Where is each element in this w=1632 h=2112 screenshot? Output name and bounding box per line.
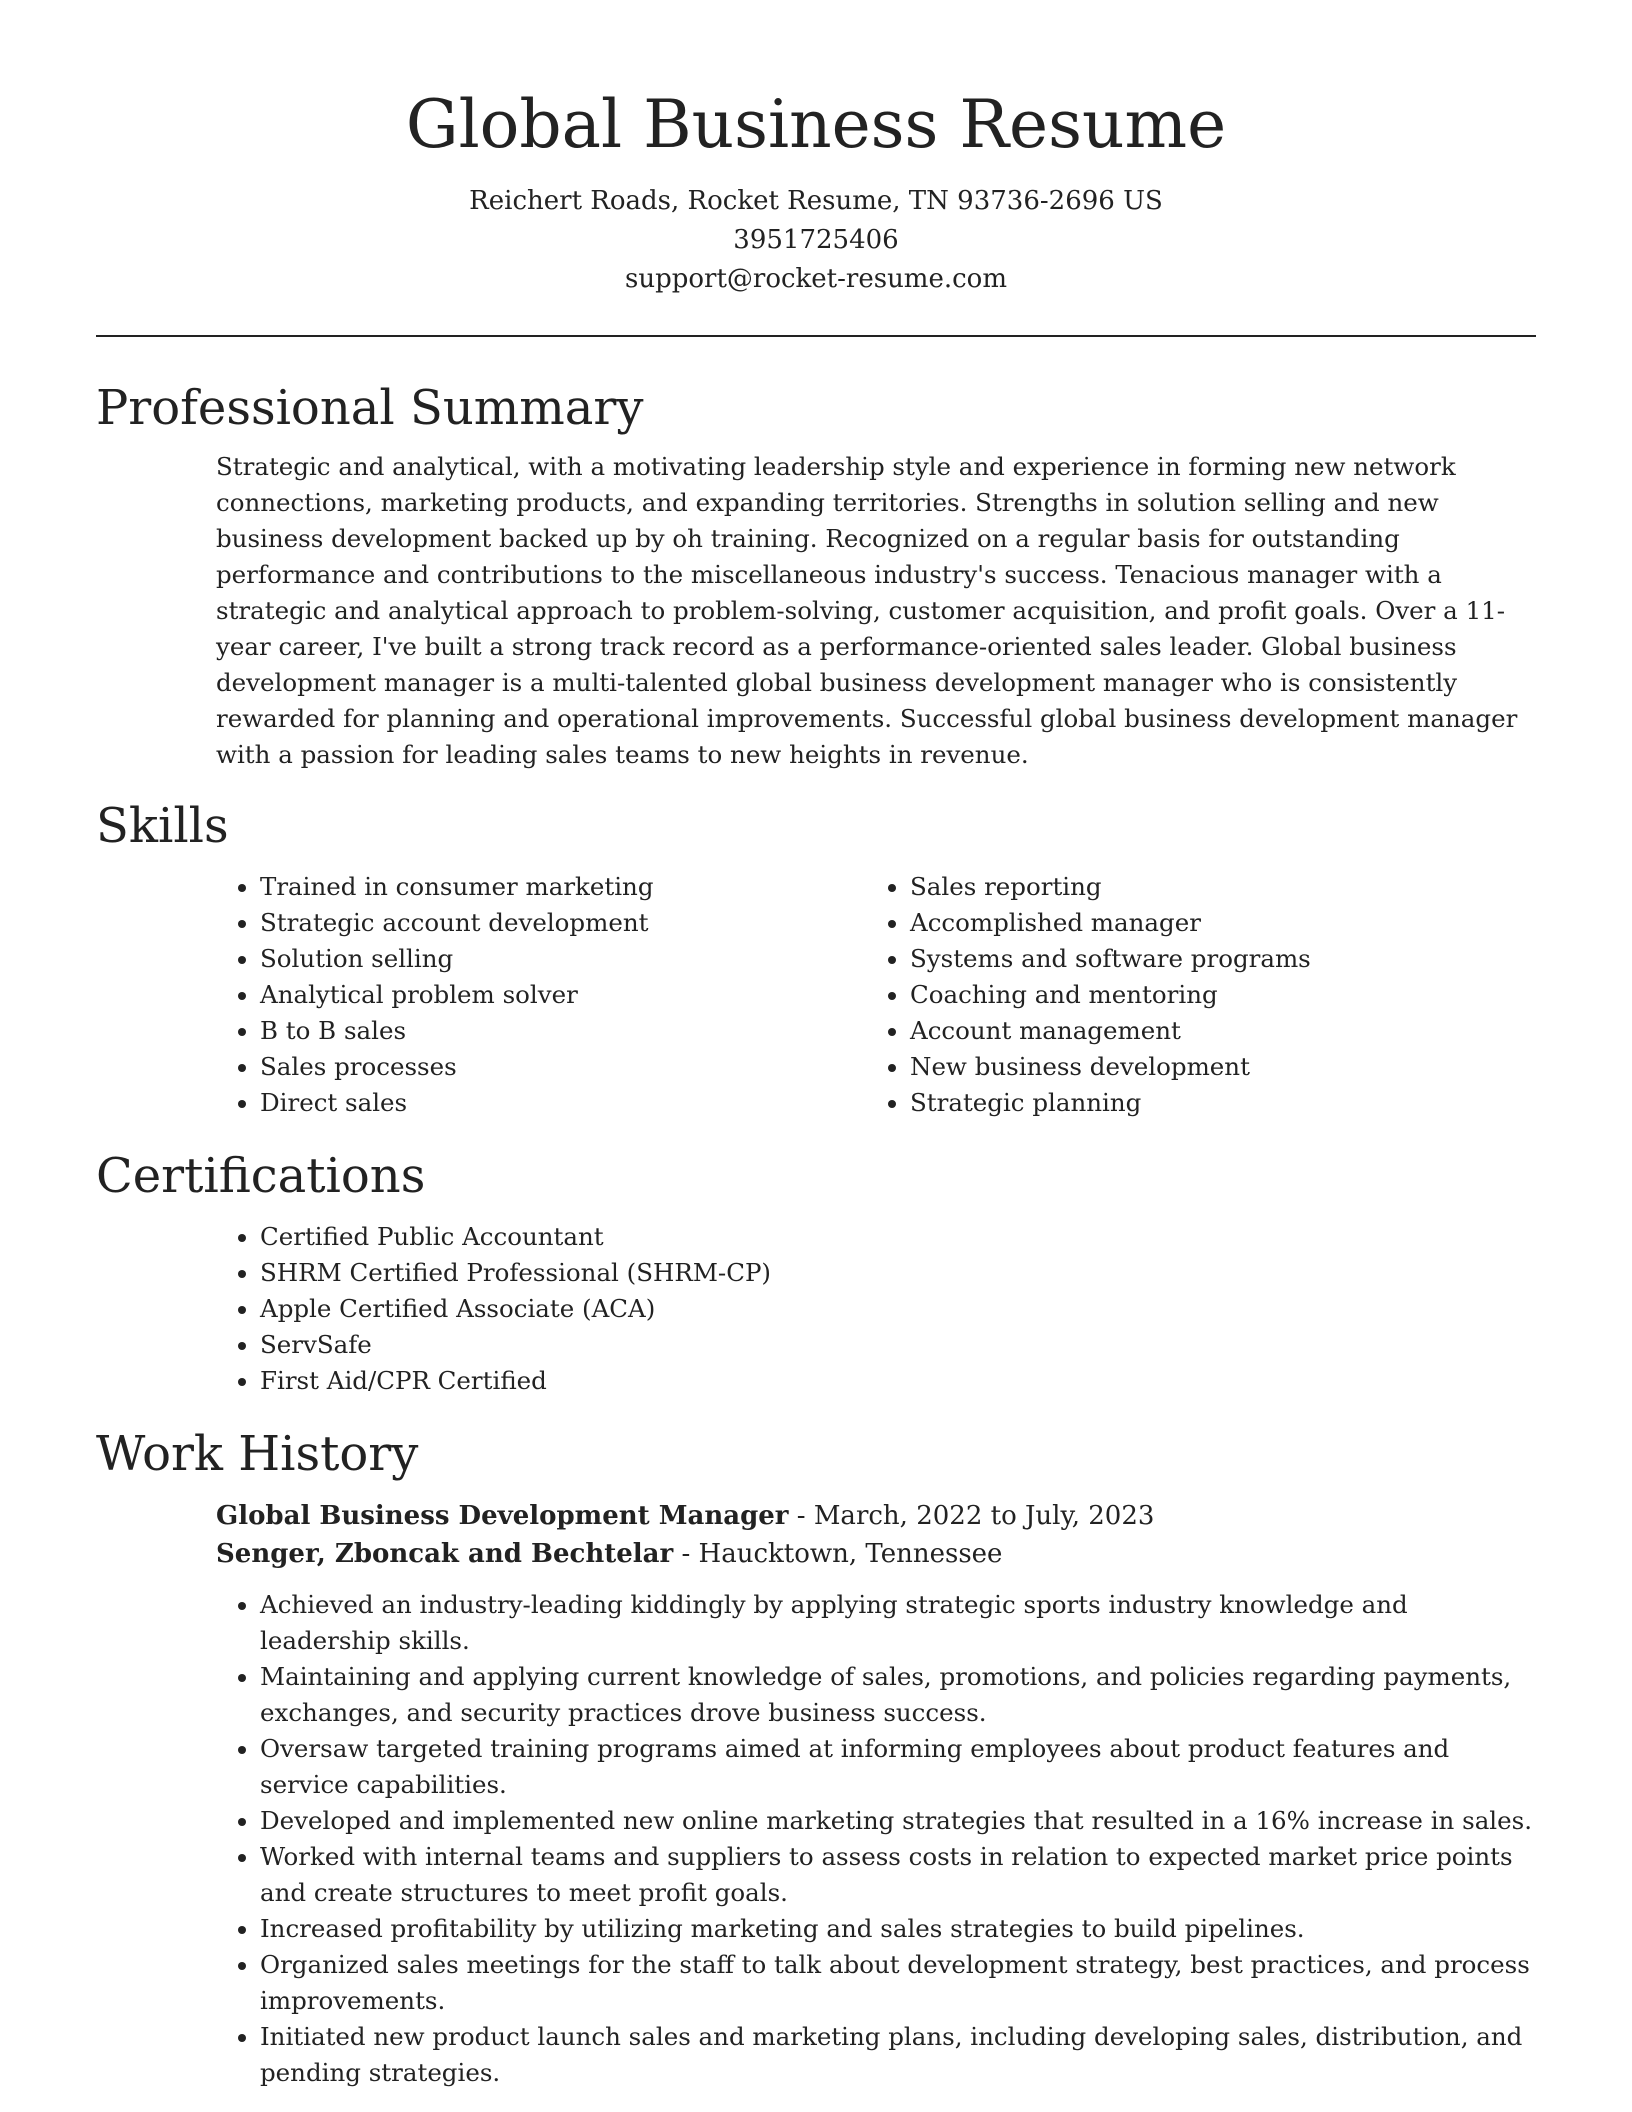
resume-header [96, 0, 1536, 299]
certifications-list-wrapper [216, 1219, 1536, 1399]
list-item: • Systems and software programs [910, 941, 1516, 977]
list-item: • ServSafe [260, 1327, 1536, 1363]
list-item: • New business development [910, 1049, 1516, 1085]
list-item: • Sales reporting [910, 869, 1516, 905]
job-company: Senger, Zboncak and Bechtelar [216, 1539, 674, 1569]
job-location: - Haucktown, Tennessee [673, 1539, 1003, 1569]
job-bullets-wrapper [216, 1587, 1536, 2091]
list-item: • Solution selling [260, 941, 866, 977]
job-header [216, 1497, 1536, 1573]
contact-block [96, 182, 1536, 299]
summary-text: Strategic and analytical, with a motivating leadership style and experience in forming new network connections, marketing products, and expanding territories. Strengths in solution selling and new business development backed up by oh training. Recognized on a regular basis for outstanding performance and contributions to the miscellaneous industry's success. Tenacious manager with a strategic and analytical approach to problem-solving, customer acquisition, and profit goals. Over a 11-year career, I've built a strong track record as a performance-oriented sales leader. Global business development manager is a multi-talented global business development manager who is consistently rewarded for planning and operational improvements. Successful global business development manager with a passion for leading sales teams to new heights in revenue. [216, 452, 1518, 769]
list-item: • Organized sales meetings for the staff to talk about development strategy, best practices, and process improvements. [260, 1947, 1536, 2019]
skills-list-left [216, 869, 866, 1121]
skills-section [96, 795, 1536, 1121]
resume-name: Global Business Resume [405, 86, 1227, 163]
summary-section [96, 377, 1536, 773]
skills-heading: Skills [96, 798, 229, 854]
email: support@rocket-resume.com [624, 264, 1007, 294]
job-dates: - March, 2022 to July, 2023 [788, 1501, 1155, 1531]
list-item: • Account management [910, 1013, 1516, 1049]
skills-grid [216, 869, 1536, 1121]
list-item: • Sales processes [260, 1049, 866, 1085]
list-item: • Apple Certified Associate (ACA) [260, 1291, 1536, 1327]
list-item: • First Aid/CPR Certified [260, 1363, 1536, 1399]
skills-list-right [866, 869, 1516, 1121]
work-history-heading: Work History [96, 1426, 419, 1482]
list-item: • Strategic planning [910, 1085, 1516, 1121]
list-item: • Trained in consumer marketing [260, 869, 866, 905]
list-item: • Certified Public Accountant [260, 1219, 1536, 1255]
job-title-line [216, 1497, 1536, 1535]
list-item: • Analytical problem solver [260, 977, 866, 1013]
list-item: • Achieved an industry-leading kiddingly by applying strategic sports industry knowledge and leadership skills. [260, 1587, 1536, 1659]
list-item: • Accomplished manager [910, 905, 1516, 941]
certifications-list [216, 1219, 1536, 1399]
job-bullets [216, 1587, 1536, 2091]
list-item: • Increased profitability by utilizing marketing and sales strategies to build pipelines. [260, 1911, 1536, 1947]
skills-column-left [216, 869, 866, 1121]
list-item: • Oversaw targeted training programs aimed at informing employees about product features and service capabilities. [260, 1731, 1536, 1803]
work-history-section [96, 1423, 1536, 2091]
job-position: Global Business Development Manager [216, 1501, 789, 1531]
certifications-heading: Certifications [96, 1148, 426, 1204]
list-item: • Developed and implemented new online marketing strategies that resulted in a 16% increase in sales. [260, 1803, 1536, 1839]
summary-heading: Professional Summary [96, 380, 644, 436]
resume-page [96, 0, 1536, 2112]
phone: 3951725406 [733, 225, 899, 255]
list-item: • Maintaining and applying current knowledge of sales, promotions, and policies regarding payments, exchanges, and security practices drove business success. [260, 1659, 1536, 1731]
list-item: • Initiated new product launch sales and marketing plans, including developing sales, distribution, and pending strategies. [260, 2019, 1536, 2091]
address: Reichert Roads, Rocket Resume, TN 93736-2696 US [469, 186, 1163, 216]
list-item: • SHRM Certified Professional (SHRM-CP) [260, 1255, 1536, 1291]
certifications-section [96, 1145, 1536, 1399]
list-item: • Strategic account development [260, 905, 866, 941]
skills-column-right [866, 869, 1516, 1121]
list-item: • Worked with internal teams and suppliers to assess costs in relation to expected market price points and create structures to meet profit goals. [260, 1839, 1536, 1911]
job-company-line [216, 1535, 1536, 1573]
list-item: • B to B sales [260, 1013, 866, 1049]
header-divider [96, 335, 1536, 337]
list-item: • Direct sales [260, 1085, 866, 1121]
list-item: • Coaching and mentoring [910, 977, 1516, 1013]
